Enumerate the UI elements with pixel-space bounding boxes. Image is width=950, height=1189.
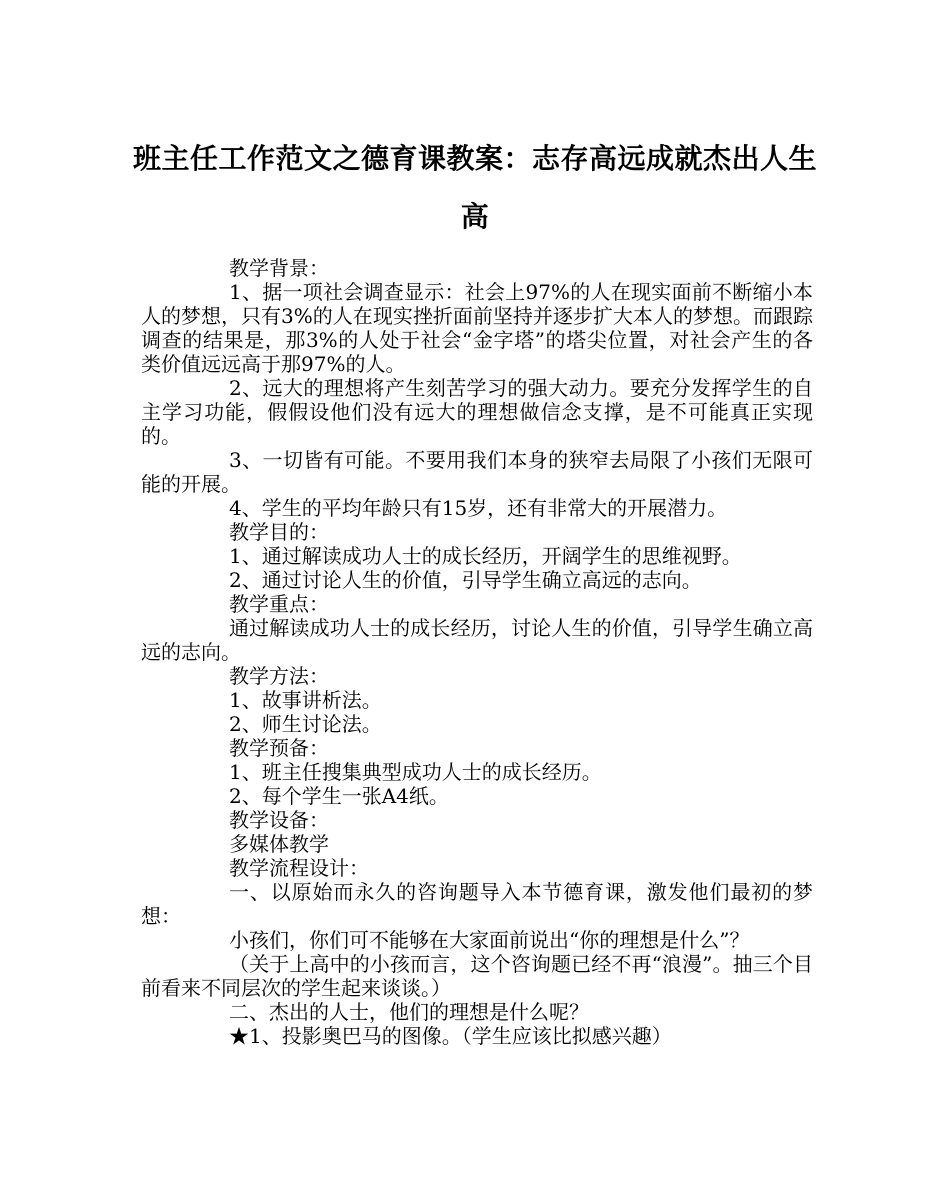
document-body	[141, 256, 813, 1048]
paragraph-prep-1: 1、班主任搜集典型成功人士的成长经历。	[229, 760, 602, 784]
paragraph-prep-heading: 教学预备：	[229, 736, 329, 760]
document-title: 班主任工作范文之德育课教案：志存高远成就杰出人生高	[132, 142, 817, 233]
paragraph-flow-note: （关于上高中的小孩而言，这个咨询题已经不再“浪漫”。抽三个目前看来不同层次的学生起来谈谈。）	[141, 952, 813, 1000]
paragraph-flow-2-item-1: ★1、投影奥巴马的图像。（学生应该比拟感兴趣）	[229, 1024, 672, 1048]
paragraph-focus-text: 通过解读成功人士的成长经历，讨论人生的价值，引导学生确立高远的志向。	[141, 616, 813, 664]
paragraph-focus-heading: 教学重点：	[229, 592, 329, 616]
paragraph-method-2: 2、师生讨论法。	[229, 712, 382, 736]
paragraph-goal-1: 1、通过解读成功人士的成长经历，开阔学生的思维视野。	[229, 544, 742, 568]
paragraph-flow-heading: 教学流程设计：	[229, 856, 369, 880]
paragraph-background-3: 3、一切皆有可能。不要用我们本身的狭窄去局限了小孩们无限可能的开展。	[141, 448, 813, 496]
paragraph-background-1: 1、据一项社会调查显示：社会上97%的人在现实面前不断缩小本人的梦想，只有3%的人在现实挫折面前坚持并逐步扩大本人的梦想。而跟踪调查的结果是，那3%的人处于社会“金字塔”的塔尖位置，对社会产生的各类价值远远高于那97%的人。	[141, 280, 813, 376]
paragraph-background-heading: 教学背景：	[229, 256, 329, 280]
paragraph-method-1: 1、故事讲析法。	[229, 688, 382, 712]
paragraph-equipment-heading: 教学设备：	[229, 808, 329, 832]
paragraph-background-4: 4、学生的平均年龄只有15岁，还有非常大的开展潜力。	[229, 496, 728, 520]
paragraph-flow-1: 一、以原始而永久的咨询题导入本节德育课，激发他们最初的梦想：	[141, 880, 813, 928]
paragraph-flow-2: 二、杰出的人士，他们的理想是什么呢？	[229, 1000, 589, 1024]
paragraph-prep-2: 2、每个学生一张A4纸。	[229, 784, 449, 808]
paragraph-goal-heading: 教学目的：	[229, 520, 329, 544]
paragraph-flow-question: 小孩们，你们可不能够在大家面前说出“你的理想是什么”？	[229, 928, 750, 952]
paragraph-equipment-text: 多媒体教学	[229, 832, 329, 856]
paragraph-background-2: 2、远大的理想将产生刻苦学习的强大动力。要充分发挥学生的自主学习功能，假假设他们没有远大的理想做信念支撑，是不可能真正实现的。	[141, 376, 813, 448]
paragraph-method-heading: 教学方法：	[229, 664, 329, 688]
paragraph-goal-2: 2、通过讨论人生的价值，引导学生确立高远的志向。	[229, 568, 702, 592]
